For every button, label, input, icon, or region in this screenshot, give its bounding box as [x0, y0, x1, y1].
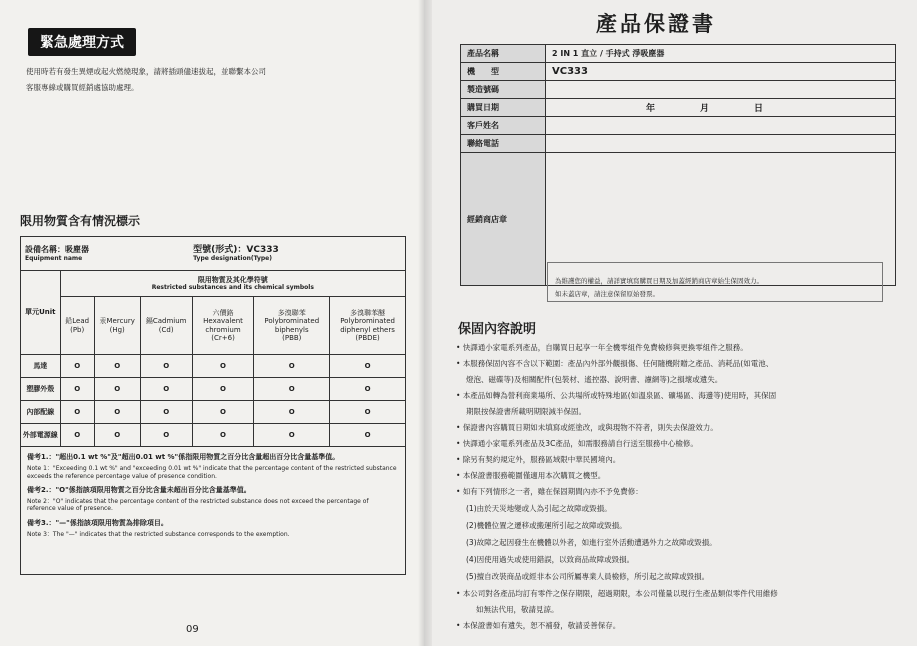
- col-header-symbol: (Cd): [158, 325, 174, 334]
- substances-table: [20, 236, 406, 575]
- warranty-item: • 本公司對各產品均訂有零件之保存期限，超過期限，本公司僅量以現行生產品類似零件代用維修: [456, 589, 778, 598]
- warranty-value: 年 月 日: [546, 99, 896, 117]
- table-cell: O: [60, 424, 94, 447]
- table-row: [21, 401, 406, 424]
- warranty-subitem: (3)故障之起因發生在機體以外者，如進行室外活動遭遇外力之故障或毀損。: [466, 538, 717, 547]
- warranty-title: 產品保證書: [596, 12, 716, 36]
- col-header-name: 鉛Lead: [65, 317, 90, 326]
- table-cell: O: [330, 424, 406, 447]
- row-unit: 馬達: [21, 355, 61, 378]
- table-cell: O: [192, 424, 254, 447]
- emergency-title: 緊急處理方式: [28, 28, 136, 56]
- unit-header: 單元Unit: [21, 271, 61, 355]
- warranty-item: • 本產品如轉為營利商業場所、公共場所或特殊地區(如溫泉區、礦場區、海邊等)使用時，其保固: [456, 391, 777, 400]
- warranty-item: • 本保證書服務範圍僅適用本次購買之機型。: [456, 471, 606, 480]
- row-unit: 塑膠外殼: [21, 378, 61, 401]
- col-header-symbol: (PBB): [282, 333, 302, 342]
- table-cell: O: [94, 355, 140, 378]
- warranty-subitem: (4)因使用過失或使用錯誤，以致商品故障或毀損。: [466, 555, 635, 564]
- table-row: [21, 378, 406, 401]
- warranty-row: [461, 117, 896, 135]
- warranty-item: • 如有下列情形之一者，雖在保固期間內亦不予免費修：: [456, 487, 643, 496]
- table-cell: O: [94, 424, 140, 447]
- warranty-label: 經銷商店章: [461, 153, 546, 286]
- warranty-label: 製造號碼: [461, 81, 546, 99]
- warranty-label: 客戶姓名: [461, 117, 546, 135]
- warranty-row: [461, 135, 896, 153]
- col-header-name: 多溴聯苯 Polybrominated biphenyls: [264, 308, 320, 334]
- table-cell: O: [94, 401, 140, 424]
- col-header-symbol: (Cr+6): [211, 333, 235, 342]
- type-label: 型號(形式)：VC333: [193, 244, 279, 255]
- table-cell: O: [94, 378, 140, 401]
- warranty-item: • 快譯通小家電系列產品及3C產品，如需服務請自行送至服務中心檢修。: [456, 439, 698, 448]
- table-cell: O: [254, 355, 330, 378]
- page-gutter: [418, 0, 432, 646]
- warranty-row: [461, 81, 896, 99]
- warranty-item: 如無法代用，敬請見諒。: [476, 605, 559, 614]
- table-row: [21, 355, 406, 378]
- note-3-en: Note 3：The "—" indicates that the restricted substance corresponds to the exemption.: [27, 530, 290, 538]
- equipment-label: 設備名稱：吸塵器: [25, 245, 89, 255]
- table-cell: O: [254, 378, 330, 401]
- table-cell: O: [330, 401, 406, 424]
- warranty-label: 機 型: [461, 63, 546, 81]
- note-1-zh: 備考1.："超出0.1 wt %"及"超出0.01 wt %"係指限用物質之百分比含量超出百分比含量基準值。: [27, 453, 340, 461]
- warranty-subitem: (5)擅自改裝商品或經非本公司所屬專業人員檢修，所引起之故障或毀損。: [466, 572, 710, 581]
- warranty-value: 2 IN 1 直立 / 手持式 淨吸塵器: [546, 45, 896, 63]
- table-cell: O: [192, 378, 254, 401]
- table-row: [21, 424, 406, 447]
- left-page: [0, 0, 424, 646]
- warranty-item: • 保證書內容購買日期如未填寫或經塗改，或與現物不符者，則失去保證效力。: [456, 423, 718, 432]
- table-cell: O: [330, 378, 406, 401]
- warranty-label: 聯絡電話: [461, 135, 546, 153]
- page-number: 09: [186, 624, 199, 635]
- col-header-name: 汞Mercury: [99, 317, 135, 326]
- warranty-label: 產品名稱: [461, 45, 546, 63]
- note-2-zh: 備考2.："O"係指該項限用物質之百分比含量未超出百分比含量基準值。: [27, 485, 251, 494]
- col-header-name: 六價鉻 Hexavalent chromium: [203, 308, 243, 334]
- table-cell: O: [140, 378, 192, 401]
- table-cell: O: [60, 401, 94, 424]
- warranty-item: • 本保證書如有遺失，恕不補發，敬請妥善保存。: [456, 621, 621, 630]
- table-cell: O: [254, 401, 330, 424]
- table-cell: O: [192, 401, 254, 424]
- warranty-row: [461, 63, 896, 81]
- warranty-item: • 快譯通小家電系列產品，自購買日起享一年全機零組件免費檢修與更換零組件之服務。: [456, 343, 748, 352]
- warranty-value: [546, 117, 896, 135]
- warranty-item: • 本服務保固內容不含以下範圍：產品內外部外觀損傷、任何隨機附贈之產品、消耗品(如電池、: [456, 359, 774, 368]
- warranty-value: [546, 135, 896, 153]
- warranty-card-table: [460, 44, 896, 286]
- group-header: 限用物質及其化學符號: [197, 275, 268, 284]
- warranty-subitem: (1)由於天災地變或人為引起之故障或毀損。: [466, 504, 612, 513]
- table-cell: O: [60, 378, 94, 401]
- stamp-note-1: 為維護您的權益，請詳實填寫購買日期及加蓋經銷商店章始生保固效力。: [555, 277, 763, 285]
- warranty-value: [546, 81, 896, 99]
- table-cell: O: [140, 424, 192, 447]
- warranty-value: VC333: [546, 63, 896, 81]
- warranty-row: [461, 99, 896, 117]
- equipment-label-en: Equipment name: [25, 254, 83, 262]
- group-header-en: Restricted substances and its chemical symbols: [151, 284, 314, 292]
- col-header-name: 鎘Cadmium: [145, 317, 187, 326]
- stamp-note-2: 如未蓋店章，請注意保留原始發票。: [555, 290, 659, 298]
- substances-heading: 限用物質含有情況標示: [20, 214, 141, 228]
- note-3-zh: 備考3.："—"係指該項限用物質為排除項目。: [27, 518, 168, 527]
- note-1-en: Note 1："Exceeding 0.1 wt %" and "exceeding 0.01 wt %" indicate that the percentage content of the restricted substance exceeds the reference percentage value of presence condition.: [27, 465, 397, 480]
- warranty-subitem: (2)機體位置之遷移或搬運所引起之故障或毀損。: [466, 521, 627, 530]
- table-cell: O: [140, 401, 192, 424]
- table-cell: O: [140, 355, 192, 378]
- col-header-symbol: (Hg): [109, 325, 125, 334]
- table-cell: O: [192, 355, 254, 378]
- warranty-label: 購買日期: [461, 99, 546, 117]
- table-cell: O: [254, 424, 330, 447]
- col-header-name: 多溴聯苯醚 Polybrominated diphenyl ethers: [340, 308, 395, 334]
- col-header-symbol: (PBDE): [355, 333, 380, 342]
- table-cell: O: [60, 355, 94, 378]
- warranty-row: [461, 45, 896, 63]
- row-unit: 外部電源線: [21, 424, 61, 447]
- warranty-item: • 除另有契約規定外，服務區域限中華民國境內。: [456, 455, 621, 464]
- warranty-item: 期限按保證書所載明期限減半保固。: [466, 407, 586, 416]
- note-2-en: Note 2："O" indicates that the percentage content of the restricted substance does not exceed the percentage of reference value of presence.: [27, 498, 369, 513]
- emergency-line-1: 使用時若有發生異煙或起火燃燒現象，請將插頭儘速拔起，並聯繫本公司: [26, 67, 266, 76]
- warranty-item: 燈泡、磁碟等)及相關配件(包裝材、遙控器、說明書、濾網等)之損壞或遺失。: [466, 375, 723, 384]
- warranty-heading: 保固內容說明: [458, 322, 537, 337]
- emergency-line-2: 客服專線或購買經銷處協助處理。: [26, 83, 139, 92]
- table-cell: O: [330, 355, 406, 378]
- type-label-en: Type designation(Type): [193, 255, 272, 263]
- row-unit: 內部配線: [21, 401, 61, 424]
- col-header-symbol: (Pb): [70, 325, 85, 334]
